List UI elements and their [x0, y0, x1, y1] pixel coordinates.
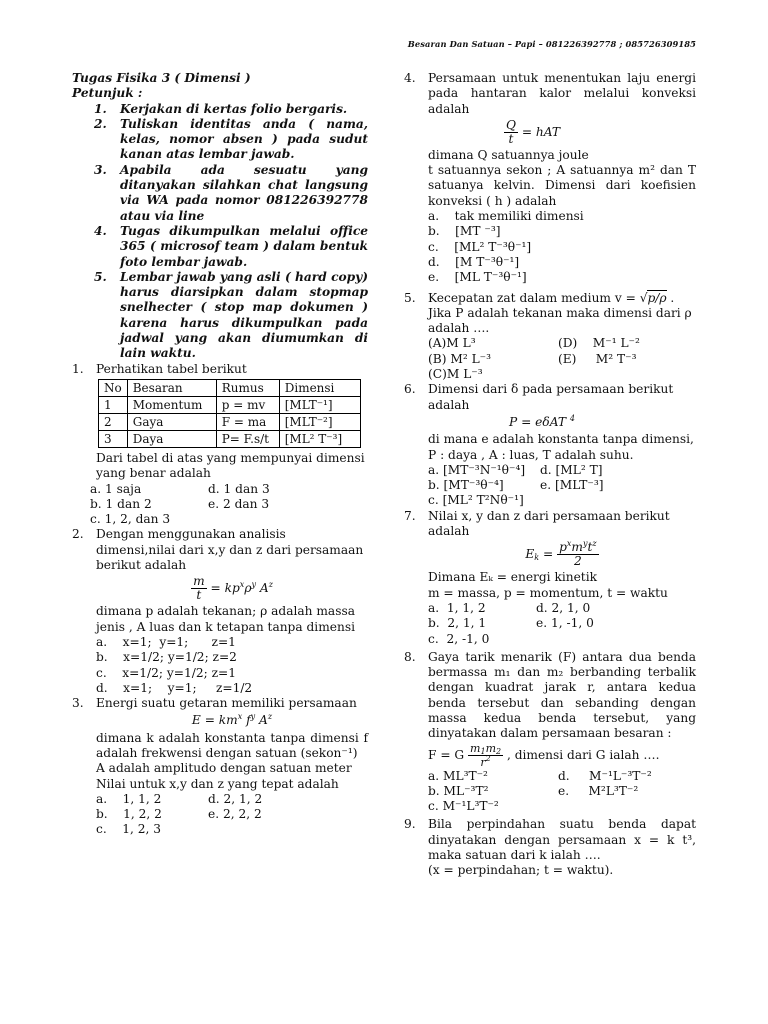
question-number: 6.: [404, 382, 416, 397]
instruction-number: 5.: [94, 269, 107, 284]
question-stem: Dengan menggunakan analisis dimensi,nilai dari x,y dan z dari persamaan berikut adalah: [96, 527, 364, 573]
option: d. 2, 1, 2: [208, 791, 263, 806]
option: d. x=1; y=1; z=1/2: [96, 680, 253, 695]
question-text: dimana Q satuannya joule: [428, 147, 589, 162]
question-text: dimana p adalah tekanan; ρ adalah massa jenis , A luas dan k tetapan tanpa dimensi: [96, 604, 355, 634]
instruction-text: Apabila ada sesuatu yang ditanyakan silahkan chat langsung via WA pada nomor 081226392778 atau via line: [120, 162, 368, 223]
table-cell: Daya: [127, 430, 216, 447]
question-number: 4.: [404, 71, 416, 85]
table-cell: 1: [99, 396, 128, 413]
table-cell: [MLT⁻²]: [279, 413, 360, 430]
q4-options: [428, 209, 696, 285]
table-cell: [MLT⁻¹]: [279, 396, 360, 413]
formula-q3: $E = km^x$ $f^y$ $A^z$: [191, 712, 273, 728]
table-header: Rumus: [216, 379, 279, 396]
instruction-number: 3.: [94, 162, 107, 177]
option: (B) M² L⁻³: [428, 351, 491, 366]
question-6: [404, 382, 696, 432]
formula-prefix: F = G: [428, 747, 465, 762]
instruction-number: 2.: [94, 116, 107, 131]
instruction-item: [94, 270, 368, 362]
question-text: Nilai untuk x,y dan z yang tepat adalah: [96, 776, 339, 791]
option: b. 1, 2, 2: [96, 807, 162, 822]
page-header: Besaran Dan Satuan – Papi – 081226392778 ; 085726309185: [407, 39, 696, 49]
option: b. ML⁻³T²: [428, 783, 489, 798]
table-header-row: [99, 379, 361, 396]
option: c. 1, 2, dan 3: [90, 512, 171, 527]
option: b. x=1/2; y=1/2; z=2: [96, 650, 237, 665]
table-cell: p = mv: [216, 396, 279, 413]
question-number: 3.: [72, 696, 84, 711]
option: (E) M² T⁻³: [558, 351, 637, 366]
option: a. tak memiliki dimensi: [428, 209, 584, 224]
instruction-number: 1.: [94, 101, 107, 116]
option: b. [MT ⁻³]: [428, 224, 501, 239]
question-text: t satuannya sekon ; A satuannya m² dan T satuanya kelvin. Dimensi dari koefisien konveksi ( h ) adalah: [428, 163, 696, 208]
formula-q8: F = G $\frac{m_1m_2}{r^2}$ , dimensi dari G ialah ….: [428, 741, 660, 769]
question-4: [404, 71, 696, 286]
table-cell: F = ma: [216, 413, 279, 430]
question-9: [404, 817, 696, 878]
question-7: [404, 509, 696, 647]
table-row: [99, 413, 361, 430]
option: a. 1, 1, 2: [428, 600, 486, 615]
question-text: Dimana Eₖ = energi kinetik: [428, 570, 597, 585]
instruction-item: [94, 117, 368, 163]
table-row: [99, 430, 361, 447]
question-number: 9.: [404, 817, 416, 832]
option: d. [M T⁻³θ⁻¹]: [428, 254, 520, 269]
question-number: 8.: [404, 649, 416, 664]
table-cell: 2: [99, 413, 128, 430]
option: d. [ML² T]: [540, 462, 603, 477]
question-stem: Kecepatan zat dalam medium v = √p/ρ .: [428, 290, 675, 305]
document-title: Tugas Fisika 3 ( Dimensi ): [72, 71, 251, 85]
option: a. [MT⁻³N⁻¹θ⁻⁴]: [428, 462, 526, 477]
option: b. 1 dan 2: [90, 496, 152, 511]
left-column: [72, 71, 368, 838]
instruction-text: Lembar jawab yang asli ( hard copy) harus diarsipkan dalam stopmap snelhecter ( stop map dokumen ) karena harus dikumpulkan pada jadwal yang akan diumumkan di lain waktu.: [120, 269, 368, 361]
question-text: di mana e adalah konstanta tanpa dimensi,: [428, 432, 694, 447]
q5-options: [428, 336, 696, 382]
option: c. M⁻¹L³T⁻²: [428, 799, 499, 814]
option: c. [ML² T⁻³θ⁻¹]: [428, 239, 532, 254]
question-stem: Energi suatu getaran memiliki persamaan: [96, 696, 357, 711]
question-number: 5.: [404, 290, 416, 305]
option: b. 2, 1, 1: [428, 616, 487, 631]
option: e. M²L³T⁻²: [558, 783, 639, 798]
question-text: Jika P adalah tekanan maka dimensi dari ρ adalah ….: [428, 305, 692, 336]
formula-q7: $E_k$ = $\frac{p^xm^yt^z}{2}$: [525, 539, 597, 569]
option: e. 2, 2, 2: [208, 807, 262, 822]
table-cell: [ML² T⁻³]: [279, 430, 360, 447]
table-cell: Gaya: [127, 413, 216, 430]
formula-q2: $\frac{m}{t}$ = $kp^x\rho^y$ $A^z$: [193, 574, 273, 603]
option: e. 2 dan 3: [208, 496, 270, 511]
formula-suffix: , dimensi dari G ialah ….: [506, 747, 660, 762]
formula-q4: $\frac{Q}{t}$ = hAT: [505, 117, 561, 146]
question-text: Dari tabel di atas yang mempunyai dimensi yang benar adalah: [96, 450, 365, 481]
option: e. [MLT⁻³]: [540, 478, 604, 493]
q6-text: [428, 432, 696, 463]
option: (D) M⁻¹ L⁻²: [558, 336, 640, 351]
option: c. [ML² T²Nθ⁻¹]: [428, 493, 524, 508]
option: e. [ML T⁻³θ⁻¹]: [428, 270, 527, 285]
question-stem: Nilai x, y dan z dari persamaan berikut adalah: [428, 508, 670, 539]
table-header: Besaran: [127, 379, 216, 396]
option: e. 1, -1, 0: [536, 616, 594, 631]
option: c. x=1/2; y=1/2; z=1: [96, 665, 236, 680]
question-text: m = massa, p = momentum, t = waktu: [428, 585, 668, 600]
option: a. x=1; y=1; z=1: [96, 634, 236, 649]
option: c. 1, 2, 3: [96, 822, 161, 837]
question-stem: Gaya tarik menarik (F) antara dua benda bermassa m₁ dan m₂ berbanding terbalik dengan kuadrat jarak r, antara kedua benda tersebut dan sebanding dengan massa kedua benda tersebut, yang dinyatakan dalam persamaan besaran :: [428, 649, 696, 741]
instruction-item: [94, 163, 368, 224]
question-number: 7.: [404, 508, 416, 523]
table-cell: Momentum: [127, 396, 216, 413]
option: b. [MT⁻³θ⁻⁴]: [428, 478, 504, 493]
q6-options: [428, 463, 696, 509]
table-cell: 3: [99, 430, 128, 447]
question-3: [72, 696, 368, 838]
q1-options: [90, 482, 368, 528]
question-5: [404, 291, 696, 383]
question-stem: Perhatikan tabel berikut: [96, 361, 247, 376]
question-stem: Bila perpindahan suatu benda dapat dinyatakan dengan persamaan x = k t³, maka satuan dari k ialah ….: [428, 817, 696, 863]
option: a. 1 saja: [90, 481, 142, 496]
question-number: 2.: [72, 527, 84, 542]
table-header: No: [99, 379, 128, 396]
formula-q6: P = eδAT $^4$: [509, 413, 575, 429]
option: c. 2, -1, 0: [428, 631, 490, 646]
instruction-text: Tuliskan identitas anda ( nama, kelas, nomor absen ) pada sudut kanan atas lembar jawab.: [120, 116, 368, 162]
question-1: [72, 362, 368, 482]
instruction-text: Tugas dikumpulkan melalui office 365 ( microsof team ) dalam bentuk foto lembar jawab.: [120, 223, 368, 269]
table-row: [99, 396, 361, 413]
option: a. 1, 1, 2: [96, 791, 162, 806]
instruction-number: 4.: [94, 223, 107, 238]
question-stem: Persamaan untuk menentukan laju energi pada hantaran kalor melalui konveksi adalah: [428, 71, 696, 116]
q2-options: [96, 635, 368, 696]
question-stem: Dimensi dari δ pada persamaan berikut adalah: [428, 382, 674, 412]
option: a. ML³T⁻²: [428, 768, 488, 783]
table-cell: P= F.s/t: [216, 430, 279, 447]
q7-options: [428, 601, 696, 647]
instruction-item: [94, 224, 368, 270]
dimension-table: [98, 379, 361, 448]
q8-options: [428, 769, 696, 815]
option: d. 1 dan 3: [208, 481, 270, 496]
instructions-list: [72, 102, 368, 362]
right-column: [404, 71, 696, 879]
option: (C)M L⁻³: [428, 367, 483, 382]
option: d. 2, 1, 0: [536, 600, 591, 615]
question-text: (x = perpindahan; t = waktu).: [428, 863, 614, 878]
question-text: dimana k adalah konstanta tanpa dimensi f adalah frekwensi dengan satuan (sekon⁻¹): [96, 730, 368, 760]
question-text: A adalah amplitudo dengan satuan meter: [96, 761, 352, 776]
question-2: [72, 527, 368, 696]
option: d. M⁻¹L⁻³T⁻²: [558, 768, 652, 783]
question-8: [404, 650, 696, 815]
question-text: P : daya , A : luas, T adalah suhu.: [428, 447, 634, 462]
q3-options: [96, 792, 368, 838]
question-number: 1.: [72, 361, 84, 376]
instruction-text: Kerjakan di kertas folio bergaris.: [120, 101, 348, 116]
instructions-label: Petunjuk :: [72, 86, 143, 101]
table-header: Dimensi: [279, 379, 360, 396]
question-stem-text: Kecepatan zat dalam medium v =: [428, 290, 636, 305]
instruction-item: [94, 102, 368, 117]
option: (A)M L³: [428, 336, 476, 351]
